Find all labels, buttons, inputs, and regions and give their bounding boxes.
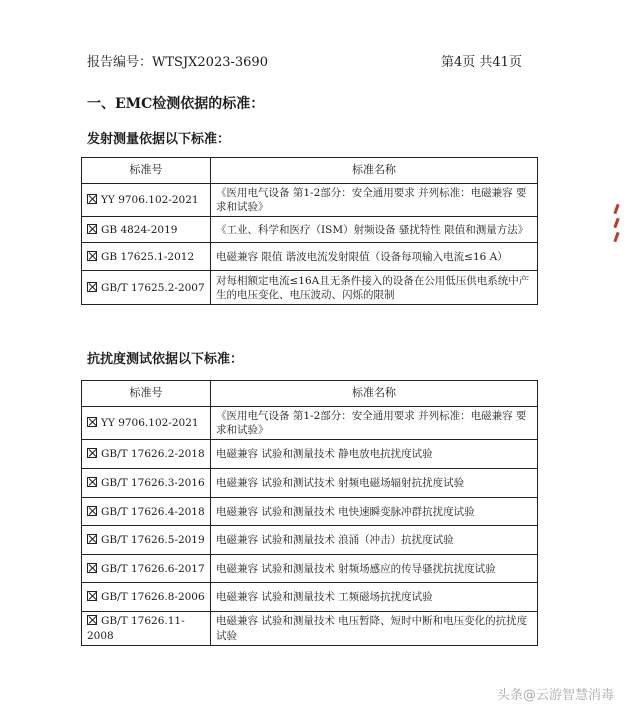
standard-name: 电磁兼容 试验和测试技术 射频电磁场辐射抗扰度试验 xyxy=(211,469,538,498)
col-header-name: 标准名称 xyxy=(211,381,538,407)
standard-code: GB/T 17626.3-2016 xyxy=(101,477,205,490)
table-header-row xyxy=(82,381,538,407)
checked-box-icon xyxy=(87,506,97,516)
standard-code-cell xyxy=(82,583,211,612)
table-row xyxy=(82,271,538,305)
standard-name: 电磁兼容 限值 谐波电流发射限值（设备每项输入电流≤16 A） xyxy=(211,243,538,271)
checked-box-icon xyxy=(87,563,97,573)
table-row xyxy=(82,555,538,583)
checked-box-icon xyxy=(87,224,97,234)
standard-code-cell xyxy=(82,555,211,583)
col-header-code: 标准号 xyxy=(82,381,211,407)
standard-code-cell xyxy=(82,407,211,440)
table-row xyxy=(82,243,538,271)
standard-code-cell xyxy=(82,217,211,243)
table-row xyxy=(82,184,538,217)
standard-code-cell xyxy=(82,469,211,498)
checked-box-icon xyxy=(87,417,97,427)
checked-box-icon xyxy=(87,282,97,292)
standard-code: YY 9706.102-2021 xyxy=(101,417,199,430)
table-row xyxy=(82,407,538,440)
table-row xyxy=(82,217,538,243)
report-number: 报告编号：WTSJX2023-3690 xyxy=(87,55,268,70)
standard-code-cell xyxy=(82,526,211,555)
table-header-row xyxy=(82,158,538,184)
checked-box-icon xyxy=(87,251,97,261)
table-row xyxy=(82,612,538,645)
checked-box-icon xyxy=(87,534,97,544)
standard-code: GB/T 17626.2-2018 xyxy=(101,448,205,461)
checked-box-icon xyxy=(87,591,97,601)
standard-name: 对每相额定电流≤16A且无条件接入的设备在公用低压供电系统中产生的电压变化、电压波动、闪烁的限制 xyxy=(211,271,538,305)
standard-code: GB/T 17626.5-2019 xyxy=(101,534,205,547)
standard-code: GB/T 17626.4-2018 xyxy=(101,505,205,518)
standard-name: 电磁兼容 试验和测量技术 静电放电抗扰度试验 xyxy=(211,440,538,469)
standard-name: 电磁兼容 试验和测量技术 射频场感应的传导骚扰抗扰度试验 xyxy=(211,555,538,583)
checked-box-icon xyxy=(87,448,97,458)
standard-name: 电磁兼容 试验和测量技术 电快速瞬变脉冲群抗扰度试验 xyxy=(211,498,538,526)
standard-code: GB 4824-2019 xyxy=(101,223,178,236)
standard-name: 电磁兼容 试验和测量技术 浪涌（冲击）抗扰度试验 xyxy=(211,526,538,555)
col-header-name: 标准名称 xyxy=(211,158,538,184)
standard-code-cell xyxy=(82,271,211,305)
checked-box-icon xyxy=(87,615,97,625)
standard-code: GB/T 17626.6-2017 xyxy=(101,562,205,575)
standard-code: GB 17625.1-2012 xyxy=(101,250,195,263)
checked-box-icon xyxy=(87,477,97,487)
standard-code: GB/T 17625.2-2007 xyxy=(101,281,205,294)
immunity-title: 抗扰度测试依据以下标准： xyxy=(87,352,244,367)
standard-code-cell xyxy=(82,184,211,217)
watermark: 头条@云游智慧消毒 xyxy=(497,688,615,703)
standard-code-cell xyxy=(82,612,211,645)
standard-name: 电磁兼容 试验和测量技术 电压暂降、短时中断和电压变化的抗扰度试验 xyxy=(211,612,538,645)
emission-title: 发射测量依据以下标准： xyxy=(87,132,231,147)
page-indicator: 第4页 共41页 xyxy=(441,55,522,70)
standard-code: YY 9706.102-2021 xyxy=(101,194,199,207)
side-seal-mark xyxy=(609,200,623,262)
standard-name: 电磁兼容 试验和测量技术 工频磁场抗扰度试验 xyxy=(211,583,538,612)
immunity-standards-table xyxy=(81,380,538,646)
table-row xyxy=(82,469,538,498)
col-header-code: 标准号 xyxy=(82,158,211,184)
section-title: 一、EMC检测依据的标准： xyxy=(87,96,265,112)
table-row xyxy=(82,498,538,526)
standard-code-cell xyxy=(82,440,211,469)
standard-code-cell xyxy=(82,498,211,526)
table-row xyxy=(82,583,538,612)
standard-code: GB/T 17626.8-2006 xyxy=(101,591,205,604)
table-row xyxy=(82,440,538,469)
standard-name: 《工业、科学和医疗（ISM）射频设备 骚扰特性 限值和测量方法》 xyxy=(211,217,538,243)
standard-code: GB/T 17626.11-2008 xyxy=(87,615,185,642)
standard-name: 《医用电气设备 第1-2部分：安全通用要求 并列标准：电磁兼容 要求和试验》 xyxy=(211,407,538,440)
table-row xyxy=(82,526,538,555)
checked-box-icon xyxy=(87,194,97,204)
emission-standards-table xyxy=(81,157,538,305)
standard-code-cell xyxy=(82,243,211,271)
standard-name: 《医用电气设备 第1-2部分：安全通用要求 并列标准：电磁兼容 要求和试验》 xyxy=(211,184,538,217)
